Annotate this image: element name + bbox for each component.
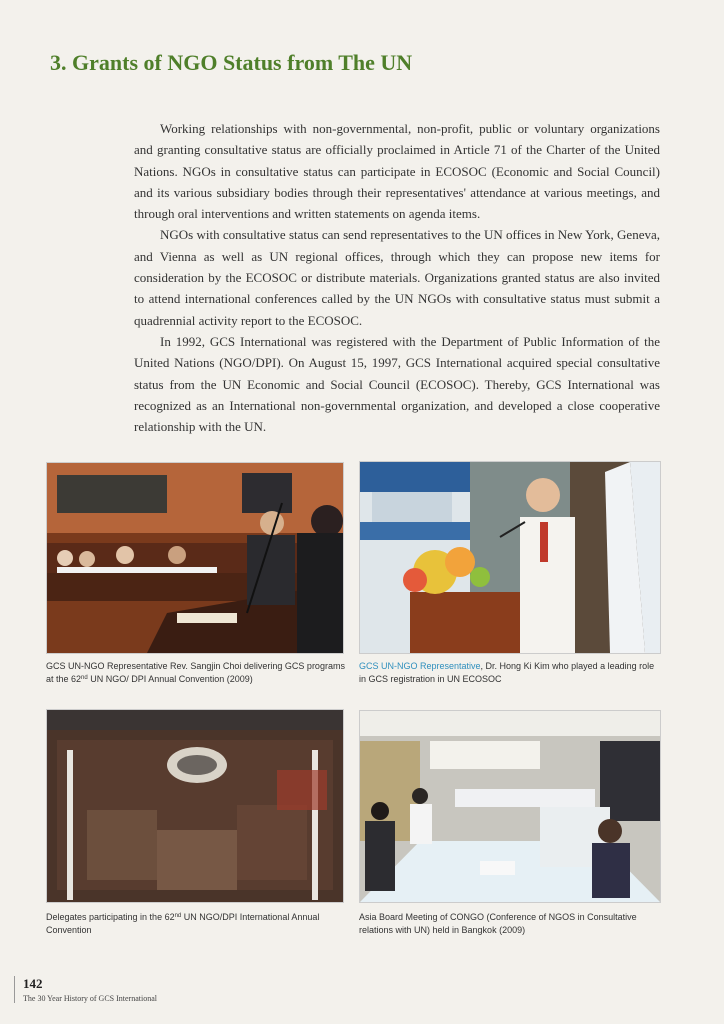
book-title: The 30 Year History of GCS International	[23, 994, 157, 1003]
paragraph-2: NGOs with consultative status can send representatives to the UN offices in New York, Geneva, and Vienna as well as UN regional offices, through which they can propose new items for consideration by the ECOSOC or distribute materials. Organizations granted status are also invited to attend international conferences called by the UN NGOs with consultative status must submit a quadrennial activity report to the ECOSOC.	[134, 227, 660, 328]
page-footer	[14, 976, 157, 1003]
section-title: 3. Grants of NGO Status from The UN	[50, 50, 413, 75]
caption-photo-2: GCS UN-NGO Representative, Dr. Hong Ki Kim who played a leading role in GCS registration in UN ECOSOC	[359, 661, 655, 684]
paragraph-1: Working relationships with non-governmental, non-profit, public or voluntary organizations and granting consultative status are officially proclaimed in Article 71 of the Charter of the United Nations. NGOs in consultative status can participate in ECOSOC (Economic and Social Council) and its various subsidiary bodies through their representatives' attendance at various meetings, and through oral interventions and written statements on agenda items.	[134, 121, 660, 222]
body-text	[134, 118, 660, 437]
photo-board-meeting	[359, 710, 661, 903]
photo-convention-crowd	[46, 709, 344, 903]
photo-convention-panel	[46, 462, 344, 654]
caption-photo-1: GCS UN-NGO Representative Rev. Sangjin Choi delivering GCS programs at the 62nd UN NGO/ DPI Annual Convention (2009)	[46, 661, 345, 684]
caption-photo-3: Delegates participating in the 62nd UN NGO/DPI International Annual Convention	[46, 912, 320, 935]
paragraph-3: In 1992, GCS International was registered with the Department of Public Information of the United Nations (NGO/DPI). On August 15, 1997, GCS International acquired special consultative status from the UN Economic and Social Council (ECOSOC). Thereby, GCS International was recognized as an International non-governmental organization, and developed a close cooperative relationship with the UN.	[134, 333, 660, 435]
caption-photo-4: Asia Board Meeting of CONGO (Conference of NGOS in Consultative relations with UN) held in Bangkok (2009)	[359, 912, 637, 935]
photo-speaker-podium	[359, 461, 661, 654]
page-number: 142	[23, 976, 43, 991]
